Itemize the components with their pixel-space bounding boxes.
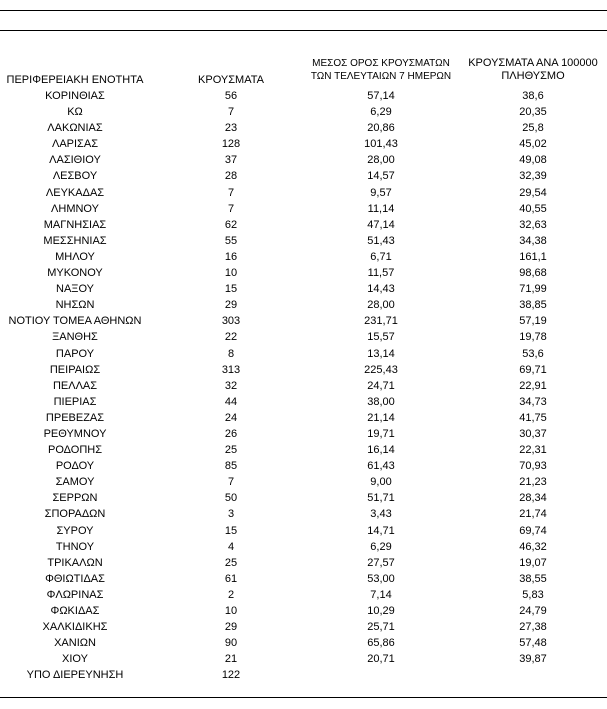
per100k-cell: 70,93 (519, 460, 547, 473)
region-cell: ΜΗΛΟΥ (55, 250, 95, 263)
per100k-cell: 21,23 (519, 476, 547, 489)
cases-cell: 15 (224, 283, 238, 296)
region-cell: ΛΕΣΒΟΥ (52, 170, 98, 183)
table-row (0, 201, 607, 217)
table-row (0, 265, 607, 281)
cases-cell: 2 (227, 588, 235, 601)
avg7-cell: 27,57 (367, 556, 395, 569)
region-cell: ΚΩ (67, 106, 83, 119)
region-cell: ΡΟΔΟΥ (55, 460, 95, 473)
cases-cell: 62 (224, 218, 238, 231)
cases-cell: 61 (224, 572, 238, 585)
per100k-cell: 49,08 (519, 154, 547, 167)
avg7-cell: 10,29 (367, 605, 395, 617)
region-cell: ΦΛΩΡΙΝΑΣ (46, 588, 104, 601)
cases-cell: 21 (224, 653, 238, 666)
avg7-cell: 3,43 (370, 508, 392, 521)
per100k-cell: 38,55 (519, 572, 547, 585)
cases-cell: 10 (224, 267, 238, 280)
avg7-cell: 20,71 (367, 653, 395, 666)
avg7-cell: 7,14 (370, 588, 392, 601)
region-cell: ΝΑΞΟΥ (56, 283, 94, 296)
region-cell: ΣΕΡΡΩΝ (52, 492, 98, 505)
table-row (0, 88, 607, 104)
per100k-cell: 5,83 (522, 588, 544, 601)
region-cell: ΠΕΙΡΑΙΩΣ (49, 363, 101, 376)
avg7-cell: 16,14 (367, 444, 395, 457)
region-cell: ΝΗΣΩΝ (55, 299, 95, 312)
avg7-cell: 61,43 (367, 460, 395, 473)
cases-cell: 25 (224, 444, 238, 457)
cases-cell: 24 (224, 411, 238, 424)
cases-cell: 28 (224, 170, 238, 183)
avg7-cell: 53,00 (367, 572, 395, 585)
avg7-cell: 51,43 (367, 234, 395, 247)
header-per100k-line2: ΠΛΗΘΥΣΜΟ (501, 70, 565, 82)
cases-cell: 313 (221, 363, 241, 376)
table-row (0, 152, 607, 168)
region-cell: ΦΩΚΙΔΑΣ (50, 605, 100, 617)
cases-table-body (0, 88, 607, 683)
cases-cell: 29 (224, 299, 238, 312)
per100k-cell: 27,38 (519, 621, 547, 634)
region-cell: ΞΑΝΘΗΣ (52, 331, 98, 344)
bottom-rule (0, 697, 607, 698)
table-row (0, 523, 607, 539)
table-row (0, 506, 607, 522)
region-cell: ΛΑΣΙΘΙΟΥ (49, 154, 101, 167)
per100k-cell: 21,74 (519, 508, 547, 521)
table-row (0, 571, 607, 587)
table-row (0, 168, 607, 184)
cases-cell: 3 (227, 508, 235, 521)
per100k-cell: 19,07 (519, 556, 547, 569)
avg7-cell: 20,86 (367, 122, 395, 135)
cases-cell: 29 (224, 621, 238, 634)
table-row (0, 281, 607, 297)
region-cell: ΤΡΙΚΑΛΩΝ (47, 556, 103, 569)
region-cell: ΛΑΡΙΣΑΣ (51, 138, 98, 151)
cases-cell: 44 (224, 395, 238, 408)
table-row (0, 362, 607, 378)
cases-cell: 56 (224, 90, 238, 102)
header-avg-line1: ΜΕΣΟΣ ΟΡΟΣ ΚΡΟΥΣΜΑΤΩΝ (312, 58, 450, 69)
avg7-cell: 14,43 (367, 283, 395, 296)
per100k-cell: 29,54 (519, 186, 547, 199)
region-cell: ΣΥΡΟΥ (56, 524, 94, 537)
per100k-cell: 69,74 (519, 524, 547, 537)
cases-cell: 8 (227, 347, 235, 360)
table-row (0, 651, 607, 667)
per100k-cell: 71,99 (519, 283, 547, 296)
per100k-cell: 45,02 (519, 138, 547, 151)
avg7-cell: 21,14 (367, 411, 395, 424)
region-cell: ΛΕΥΚΑΔΑΣ (45, 186, 105, 199)
cases-cell: 50 (224, 492, 238, 505)
avg7-cell: 47,14 (367, 218, 395, 231)
avg7-cell: 6,71 (370, 250, 392, 263)
cases-cell: 122 (221, 669, 241, 682)
per100k-cell: 32,63 (519, 218, 547, 231)
avg7-cell: 28,00 (367, 154, 395, 167)
avg7-cell: 225,43 (364, 363, 398, 376)
table-row (0, 378, 607, 394)
avg7-cell: 57,14 (367, 90, 395, 102)
region-cell: ΠΡΕΒΕΖΑΣ (45, 411, 105, 424)
avg7-cell: 65,86 (367, 637, 395, 650)
per100k-cell: 161,1 (519, 250, 547, 263)
per100k-cell: 98,68 (519, 267, 547, 280)
per100k-cell: 38,85 (519, 299, 547, 312)
avg7-cell: 24,71 (367, 379, 395, 392)
cases-cell: 22 (224, 331, 238, 344)
per100k-cell: 40,55 (519, 202, 547, 215)
region-cell: ΚΟΡΙΝΘΙΑΣ (45, 90, 105, 102)
avg7-cell: 13,14 (367, 347, 395, 360)
region-cell: ΡΕΘΥΜΝΟΥ (43, 427, 107, 440)
table-row (0, 185, 607, 201)
cases-cell: 37 (224, 154, 238, 167)
header-per100k-line1: ΚΡΟΥΣΜΑΤΑ ΑΝΑ 100000 (468, 57, 598, 69)
table-row (0, 297, 607, 313)
cases-cell: 7 (227, 202, 235, 215)
per100k-cell: 41,75 (519, 411, 547, 424)
header-per-100k (458, 57, 607, 83)
avg7-cell: 38,00 (367, 395, 395, 408)
table-row (0, 120, 607, 136)
per100k-cell: 57,48 (519, 637, 547, 650)
region-cell: ΝΟΤΙΟΥ ΤΟΜΕΑ ΑΘΗΝΩΝ (8, 315, 142, 328)
avg7-cell: 14,57 (367, 170, 395, 183)
per100k-cell: 32,39 (519, 170, 547, 183)
table-row (0, 233, 607, 249)
avg7-cell: 11,14 (367, 202, 395, 215)
per100k-cell: 19,78 (519, 331, 547, 344)
header-rule (0, 30, 607, 31)
avg7-cell: 101,43 (364, 138, 398, 151)
avg7-cell: 19,71 (367, 427, 395, 440)
header-avg-line2: ΤΩΝ ΤΕΛΕΥΤΑΙΩΝ 7 ΗΜΕΡΩΝ (310, 71, 452, 82)
avg7-cell: 11,57 (367, 267, 395, 280)
table-row (0, 635, 607, 651)
avg7-cell: 6,29 (370, 106, 392, 119)
per100k-cell: 28,34 (519, 492, 547, 505)
per100k-cell: 34,73 (519, 395, 547, 408)
per100k-cell: 20,35 (519, 106, 547, 119)
cases-cell: 90 (224, 637, 238, 650)
cases-cell: 128 (221, 138, 241, 151)
table-row (0, 442, 607, 458)
per100k-cell: 39,87 (519, 653, 547, 666)
header-avg-7-days (306, 57, 456, 83)
cases-cell: 4 (227, 540, 235, 553)
region-cell: ΜΥΚΟΝΟΥ (47, 267, 103, 280)
cases-cell: 23 (224, 122, 238, 135)
avg7-cell: 231,71 (364, 315, 398, 328)
per100k-cell: 30,37 (519, 427, 547, 440)
table-row (0, 329, 607, 345)
region-cell: ΜΑΓΝΗΣΙΑΣ (43, 218, 107, 231)
per100k-cell: 69,71 (519, 363, 547, 376)
per100k-cell: 22,91 (519, 379, 547, 392)
header-cases: ΚΡΟΥΣΜΑΤΑ (198, 74, 264, 86)
cases-cell: 7 (227, 106, 235, 119)
region-cell: ΣΑΜΟΥ (55, 476, 95, 489)
top-rule (0, 10, 607, 11)
region-cell: ΧΙΟΥ (62, 653, 88, 666)
table-row (0, 555, 607, 571)
table-row (0, 346, 607, 362)
cases-cell: 10 (224, 605, 238, 617)
cases-cell: 85 (224, 460, 238, 473)
table-row (0, 217, 607, 233)
cases-cell: 7 (227, 476, 235, 489)
region-cell: ΜΕΣΣΗΝΙΑΣ (43, 234, 107, 247)
cases-cell: 303 (221, 315, 241, 328)
avg7-cell: 15,57 (367, 331, 395, 344)
region-cell: ΣΠΟΡΑΔΩΝ (44, 508, 106, 521)
per100k-cell: 25,8 (522, 122, 544, 135)
per100k-cell: 57,19 (519, 315, 547, 328)
region-cell: ΛΑΚΩΝΙΑΣ (47, 122, 103, 135)
region-cell: ΧΑΛΚΙΔΙΚΗΣ (42, 621, 108, 634)
avg7-cell: 28,00 (367, 299, 395, 312)
region-cell: ΥΠΟ ΔΙΕΡΕΥΝΗΣΗ (26, 669, 124, 682)
avg7-cell: 6,29 (370, 540, 392, 553)
table-row (0, 104, 607, 120)
header-region: ΠΕΡΙΦΕΡΕΙΑΚΗ ΕΝΟΤΗΤΑ (6, 74, 144, 86)
table-row (0, 136, 607, 152)
cases-cell: 55 (224, 234, 238, 247)
cases-cell: 25 (224, 556, 238, 569)
table-row (0, 249, 607, 265)
table-row (0, 667, 607, 683)
per100k-cell: 46,32 (519, 540, 547, 553)
per100k-cell: 38,6 (522, 90, 544, 102)
avg7-cell: 9,00 (370, 476, 392, 489)
region-cell: ΦΘΙΩΤΙΔΑΣ (45, 572, 105, 585)
region-cell: ΠΕΛΛΑΣ (52, 379, 98, 392)
table-row (0, 619, 607, 635)
cases-cell: 16 (224, 250, 238, 263)
table-row (0, 587, 607, 603)
region-cell: ΠΙΕΡΙΑΣ (53, 395, 97, 408)
table-row (0, 394, 607, 410)
region-cell: ΡΟΔΟΠΗΣ (47, 444, 103, 457)
per100k-cell: 22,31 (519, 444, 547, 457)
region-cell: ΛΗΜΝΟΥ (51, 202, 99, 215)
per100k-cell: 34,38 (519, 234, 547, 247)
table-row (0, 490, 607, 506)
avg7-cell: 14,71 (367, 524, 395, 537)
per100k-cell: 53,6 (522, 347, 544, 360)
region-cell: ΤΗΝΟΥ (55, 540, 95, 553)
table-row (0, 474, 607, 490)
table-row (0, 313, 607, 329)
region-cell: ΧΑΝΙΩΝ (54, 637, 96, 650)
region-cell: ΠΑΡΟΥ (55, 347, 95, 360)
cases-cell: 15 (224, 524, 238, 537)
table-row (0, 410, 607, 426)
cases-cell: 32 (224, 379, 238, 392)
table-row (0, 458, 607, 474)
per100k-cell: 24,79 (519, 605, 547, 617)
avg7-cell: 51,71 (367, 492, 395, 505)
cases-cell: 7 (227, 186, 235, 199)
table-row (0, 426, 607, 442)
table-row (0, 539, 607, 555)
avg7-cell: 25,71 (367, 621, 395, 634)
cases-cell: 26 (224, 427, 238, 440)
table-row (0, 603, 607, 619)
avg7-cell: 9,57 (370, 186, 392, 199)
